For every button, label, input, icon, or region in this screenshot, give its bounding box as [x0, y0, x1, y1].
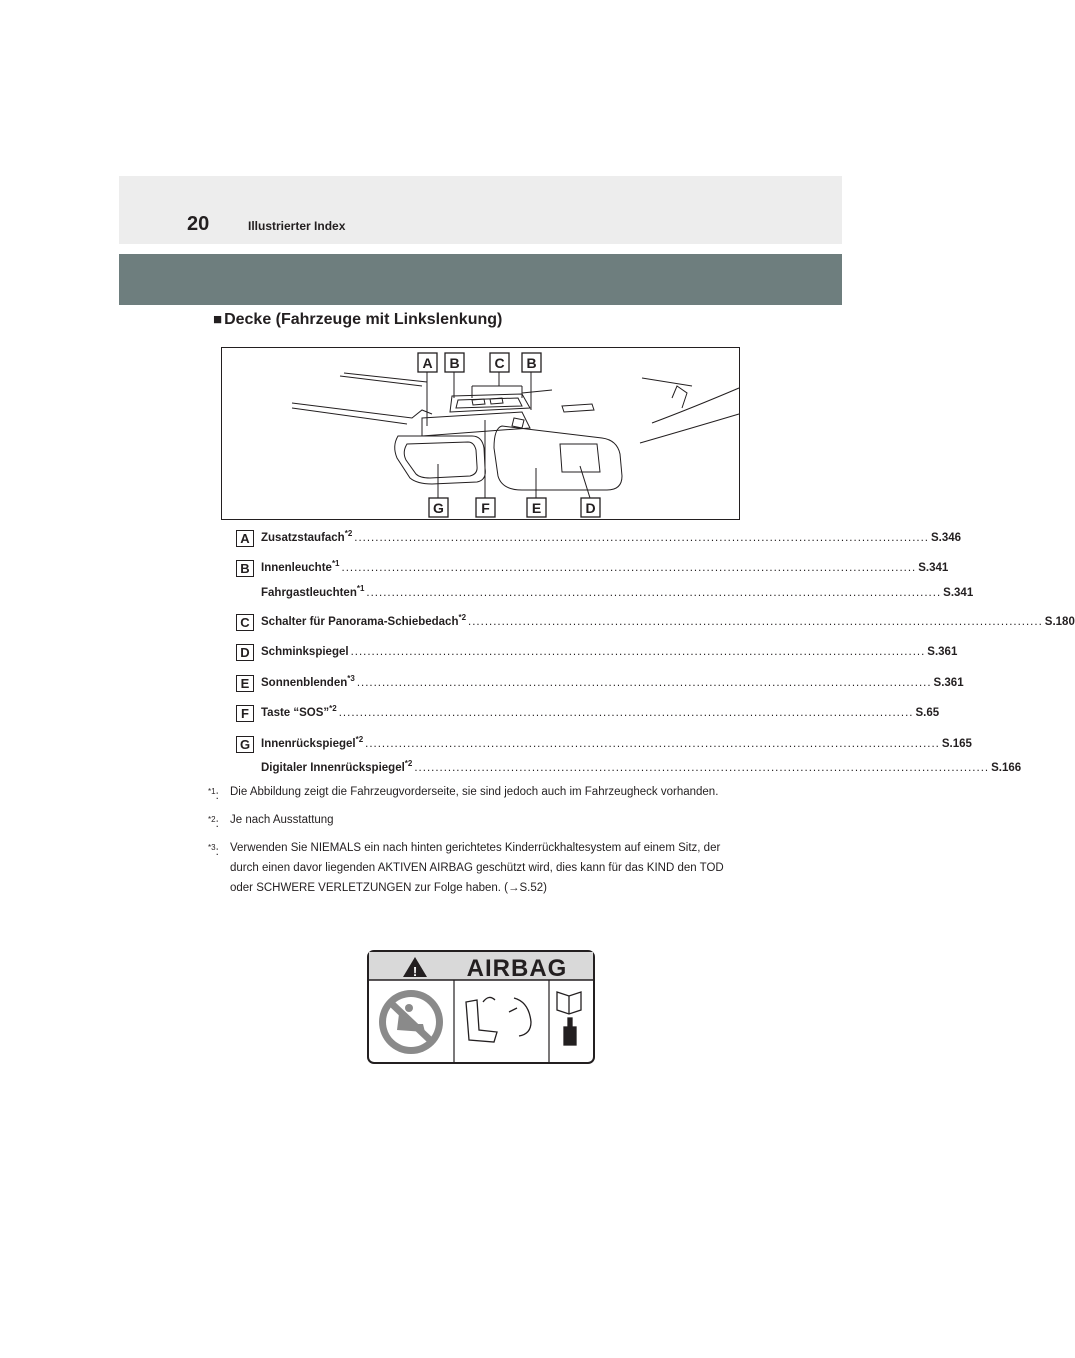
- callout-f-label: F: [481, 500, 490, 516]
- entry-footnote-ref: *1: [356, 584, 365, 594]
- entry-badge-e: E: [236, 675, 254, 692]
- entry-footnote-ref: *2: [404, 759, 413, 769]
- warning-symbol: !: [412, 964, 418, 979]
- entry-page-ref[interactable]: S.65: [915, 707, 940, 719]
- footnote-1: $^{*1}$: Die Abbildung zeigt die Fahrzeugvorderseite, sie sind jedoch auch im Fahrzeugheck vorhanden.: [208, 782, 748, 806]
- manual-info-icon: [557, 992, 581, 1045]
- footnote-2: $^{*2}$: Je nach Ausstattung: [208, 810, 748, 834]
- entry-label: Innenrückspiegel: [261, 738, 356, 750]
- airbag-warning-label: [367, 950, 595, 1064]
- section-title: Illustrierter Index: [248, 219, 346, 233]
- callout-d-label: D: [585, 500, 596, 516]
- entry-digitaler-innenrueckspiegel[interactable]: [261, 759, 1022, 774]
- entry-label: Fahrgastleuchten: [261, 587, 357, 599]
- entry-schminkspiegel[interactable]: [261, 646, 958, 658]
- dot-leader: .........................................................................................................................................: [414, 762, 990, 774]
- entry-label: Schminkspiegel: [261, 646, 349, 658]
- entry-footnote-ref: *2: [329, 704, 337, 714]
- entry-page-ref[interactable]: S.341: [918, 562, 949, 574]
- airbag-title: AIRBAG: [466, 955, 568, 982]
- entry-taste-sos[interactable]: [261, 704, 940, 719]
- entry-page-ref[interactable]: S.346: [931, 532, 962, 544]
- footnote-mark: *2: [208, 814, 216, 824]
- entry-footnote-ref: *3: [347, 674, 355, 684]
- section-color-band: [119, 254, 842, 305]
- entry-sonnenblenden[interactable]: [261, 674, 964, 689]
- entry-innenleuchte[interactable]: [261, 559, 949, 574]
- entry-label: Digitaler Innenrückspiegel: [261, 762, 405, 774]
- entry-footnote-ref: *2: [458, 613, 467, 623]
- ceiling-drawing: [222, 348, 739, 519]
- seat-airbag-icon: [466, 997, 531, 1042]
- footnote-text: Verwenden Sie NIEMALS ein nach hinten gerichtetes Kinderrückhaltesystem auf einem Sitz, der durch einen davor liegenden AKTIVEN AIRBAG geschützt wird, dies kann für das KIND den TOD oder SCHWERE VERLETZUNGEN zur Folge haben. (→S.52): [230, 841, 724, 894]
- entry-page-ref[interactable]: S.180: [1044, 616, 1075, 628]
- callout-a-label: A: [422, 355, 433, 371]
- callout-b-left-label: B: [449, 355, 460, 371]
- entry-page-ref[interactable]: S.361: [933, 677, 964, 689]
- callout-b-right-label: B: [526, 355, 537, 371]
- heading-text: Decke (Fahrzeuge mit Linkslenkung): [224, 311, 503, 328]
- entry-page-ref[interactable]: S.166: [991, 762, 1022, 774]
- entry-badge-f: F: [236, 705, 254, 722]
- entry-badge-c: C: [236, 614, 254, 631]
- footnote-text: Die Abbildung zeigt die Fahrzeugvorderseite, sie sind jedoch auch im Fahrzeugheck vorhanden.: [230, 786, 719, 798]
- footnote-mark: *1: [208, 787, 216, 796]
- entry-label: Schalter für Panorama-Schiebedach: [261, 616, 459, 628]
- entry-zusatzstaufach[interactable]: [261, 529, 962, 544]
- dot-leader: .........................................................................................................................................: [354, 532, 930, 544]
- footnote-3: $^{*3}$: Verwenden Sie NIEMALS ein nach hinten gerichtetes Kinderrückhaltesystem auf einem Sitz, der durch einen davor liegenden AKTIVEN AIRBAG geschützt wird, dies kann für das KIND den TOD oder SCHWERE VERLETZUNGEN zur Folge haben. (→S.52): [208, 838, 748, 898]
- entry-label: Taste “SOS”: [261, 707, 330, 719]
- heading-bullet: ■: [213, 311, 223, 328]
- entry-footnote-ref: *1: [331, 559, 340, 569]
- entry-panorama-schalter[interactable]: [261, 613, 1075, 628]
- callout-c-label: C: [494, 355, 505, 371]
- footnote-mark: *3: [208, 842, 216, 852]
- dot-leader: .........................................................................................................................................: [366, 587, 942, 599]
- dot-leader: .........................................................................................................................................: [468, 616, 1043, 628]
- entry-badge-b: B: [236, 560, 254, 577]
- callout-g-label: G: [433, 500, 444, 516]
- entry-badge-a: A: [236, 530, 254, 547]
- footnotes: [208, 782, 748, 902]
- dot-leader: .........................................................................................................................................: [341, 562, 917, 574]
- dot-leader: .........................................................................................................................................: [365, 738, 940, 750]
- entry-badge-g: G: [236, 736, 254, 753]
- entry-footnote-ref: *2: [344, 529, 353, 539]
- dot-leader: .........................................................................................................................................: [338, 707, 914, 719]
- entry-badge-d: D: [236, 644, 254, 661]
- page-number: 20: [187, 213, 210, 235]
- entry-page-ref[interactable]: S.341: [943, 587, 974, 599]
- footnote-text: Je nach Ausstattung: [230, 813, 334, 826]
- entry-label: Sonnenblenden: [261, 677, 348, 689]
- entry-footnote-ref: *2: [355, 735, 364, 745]
- dot-leader: .........................................................................................................................................: [350, 646, 926, 658]
- header-band: [119, 176, 842, 244]
- callout-e-label: E: [531, 500, 542, 516]
- entry-page-ref[interactable]: S.361: [927, 646, 958, 658]
- airbag-label-graphic: [369, 952, 593, 1062]
- section-heading: [213, 311, 502, 329]
- no-child-seat-icon: [379, 990, 443, 1054]
- entry-page-ref[interactable]: S.165: [941, 738, 972, 750]
- entry-fahrgastleuchten[interactable]: [261, 584, 974, 599]
- entry-innenrueckspiegel[interactable]: [261, 735, 972, 750]
- entry-label: Zusatzstaufach: [261, 532, 345, 544]
- dot-leader: .........................................................................................................................................: [356, 677, 932, 689]
- ceiling-illustration: [221, 347, 740, 520]
- entry-label: Innenleuchte: [261, 562, 332, 574]
